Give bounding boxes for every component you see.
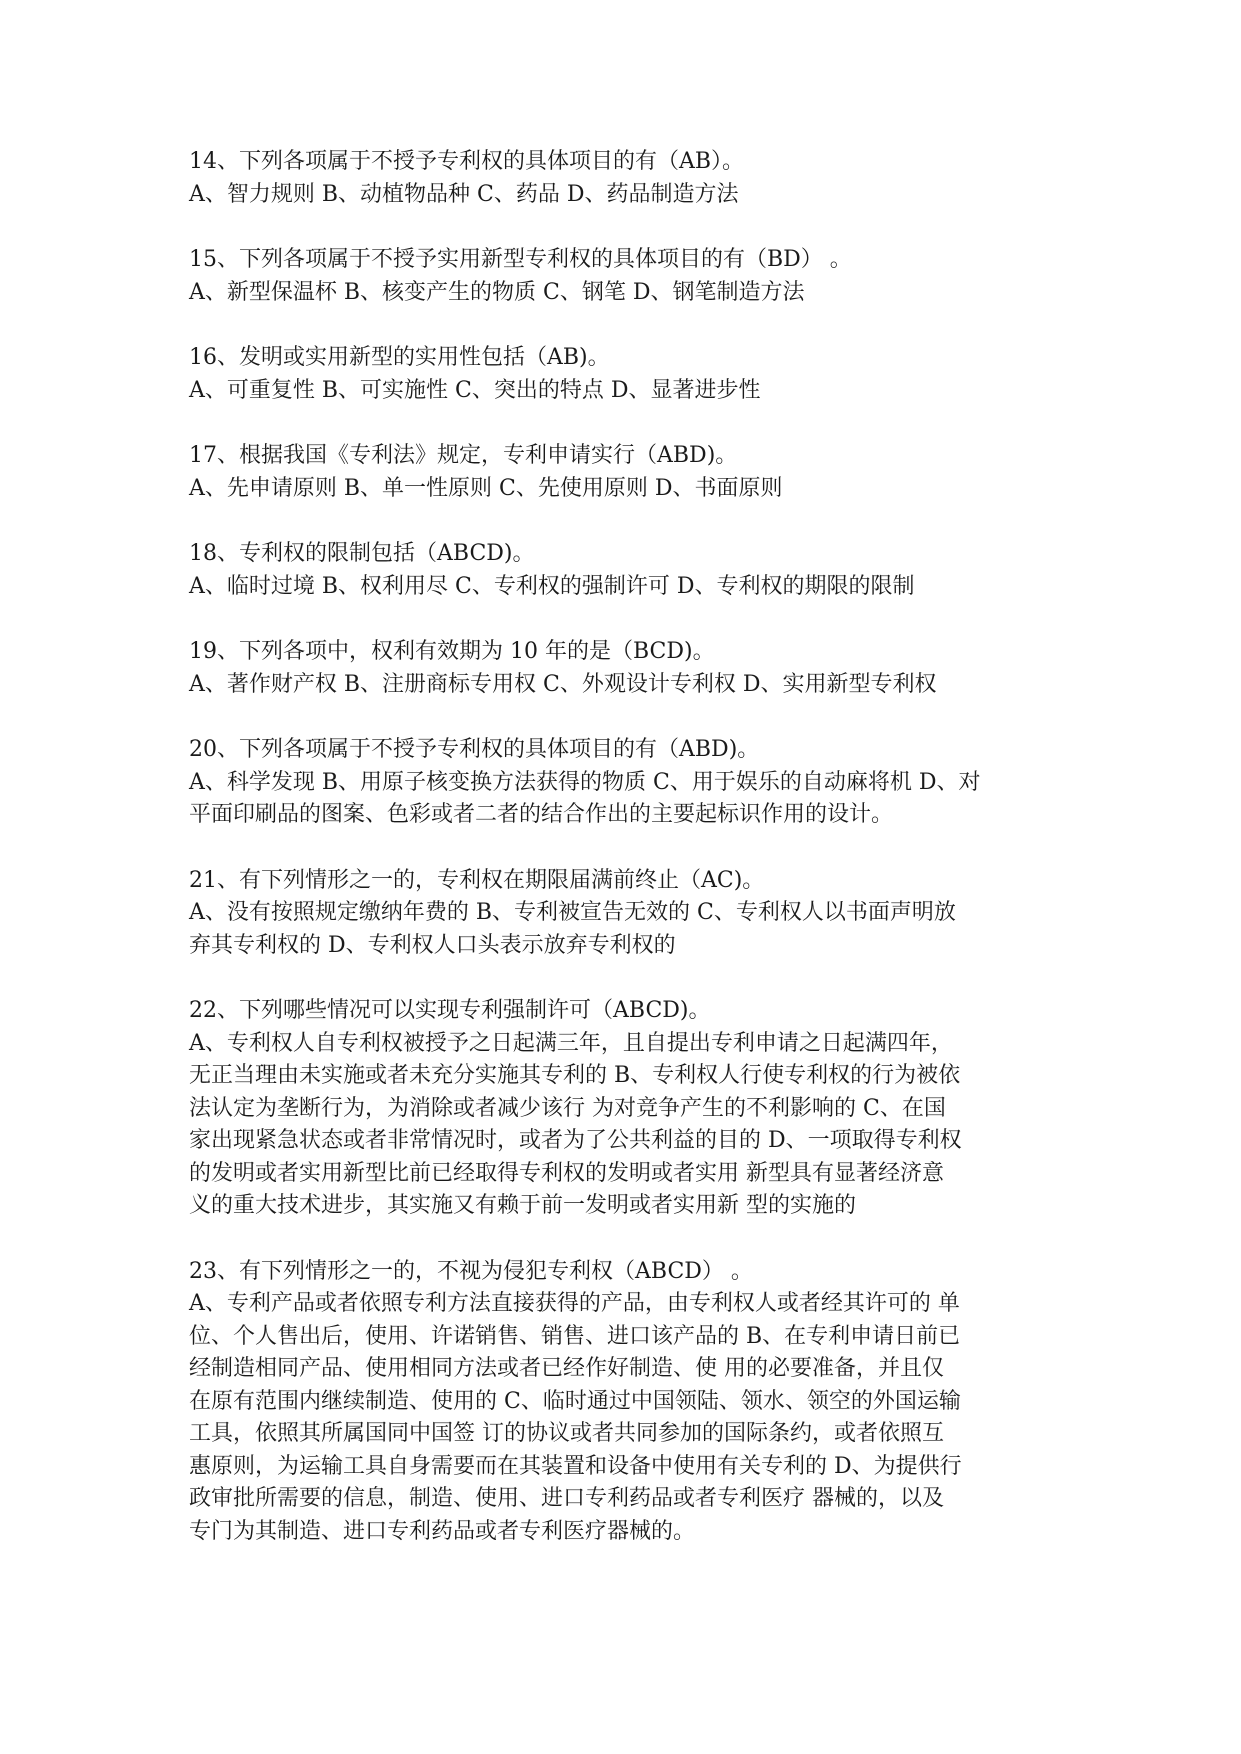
question-stem: 22、下列哪些情况可以实现专利强制许可（ABCD)。 xyxy=(189,998,711,1023)
question-stem: 18、专利权的限制包括（ABCD)。 xyxy=(189,541,535,566)
question-options: 无正当理由未实施或者未充分实施其专利的 B、专利权人行使专利权的行为被依 xyxy=(189,1063,961,1088)
question-item xyxy=(189,995,1069,1223)
question-item xyxy=(189,146,1069,211)
question-options: A、新型保温杯 B、核变产生的物质 C、钢笔 D、钢笔制造方法 xyxy=(189,279,805,305)
question-options: A、著作财产权 B、注册商标专用权 C、外观设计专利权 D、实用新型专利权 xyxy=(189,671,937,697)
question-options: A、智力规则 B、动植物品种 C、药品 D、药品制造方法 xyxy=(189,181,739,207)
question-item xyxy=(189,342,1069,407)
question-options: 在原有范围内继续制造、使用的 C、临时通过中国领陆、领水、领空的外国运输 xyxy=(189,1388,961,1414)
question-item xyxy=(189,538,1069,603)
question-options: A、专利产品或者依照专利方法直接获得的产品，由专利权人或者经其许可的 单 xyxy=(189,1291,960,1316)
question-options: 家出现紧急状态或者非常情况时，或者为了公共利益的目的 D、一项取得专利权 xyxy=(189,1128,962,1153)
question-item xyxy=(189,734,1069,832)
question-list xyxy=(189,146,1069,1581)
question-options: A、科学发现 B、用原子核变换方法获得的物质 C、用于娱乐的自动麻将机 D、对 xyxy=(189,769,981,795)
question-stem: 20、下列各项属于不授予专利权的具体项目的有（ABD)。 xyxy=(189,737,760,762)
question-options: A、可重复性 B、可实施性 C、突出的特点 D、显著进步性 xyxy=(189,377,761,403)
question-options: A、没有按照规定缴纳年费的 B、专利被宣告无效的 C、专利权人以书面声明放 xyxy=(189,900,956,925)
question-options: A、先申请原则 B、单一性原则 C、先使用原则 D、书面原则 xyxy=(189,475,783,501)
question-options: 专门为其制造、进口专利药品或者专利医疗器械的。 xyxy=(189,1518,696,1544)
question-options: 法认定为垄断行为，为消除或者减少该行 为对竞争产生的不利影响的 C、在国 xyxy=(189,1095,946,1121)
question-options: 义的重大技术进步，其实施又有赖于前一发明或者实用新 型的实施的 xyxy=(189,1193,856,1218)
question-item xyxy=(189,865,1069,963)
question-stem: 15、下列各项属于不授予实用新型专利权的具体项目的有（BD） 。 xyxy=(189,247,852,272)
question-options: 工具，依照其所属国同中国签 订的协议或者共同参加的国际条约，或者依照互 xyxy=(189,1421,944,1446)
question-stem: 17、根据我国《专利法》规定，专利申请实行（ABD)。 xyxy=(189,443,738,468)
question-options: 弃其专利权的 D、专利权人口头表示放弃专利权的 xyxy=(189,932,676,958)
question-item xyxy=(189,244,1069,309)
question-item xyxy=(189,636,1069,701)
question-options: 平面印刷品的图案、色彩或者二者的结合作出的主要起标识作用的设计。 xyxy=(189,802,894,827)
question-options: 位、个人售出后，使用、许诺销售、销售、进口该产品的 B、在专利申请日前已 xyxy=(189,1323,961,1349)
question-options: A、专利权人自专利权被授予之日起满三年，且自提出专利申请之日起满四年， xyxy=(189,1030,953,1056)
question-options: 经制造相同产品、使用相同方法或者已经作好制造、使 用的必要准备，并且仅 xyxy=(189,1356,944,1381)
question-options: 惠原则，为运输工具自身需要而在其装置和设备中使用有关专利的 D、为提供行 xyxy=(189,1453,962,1479)
question-stem: 21、有下列情形之一的，专利权在期限届满前终止（AC)。 xyxy=(189,867,765,893)
question-stem: 14、下列各项属于不授予专利权的具体项目的有（AB）。 xyxy=(189,149,745,174)
question-stem: 23、有下列情形之一的，不视为侵犯专利权（ABCD） 。 xyxy=(189,1258,753,1284)
question-stem: 16、发明或实用新型的实用性包括（AB)。 xyxy=(189,345,610,370)
question-item xyxy=(189,1256,1069,1549)
question-options: 的发明或者实用新型比前已经取得专利权的发明或者实用 新型具有显著经济意 xyxy=(189,1160,944,1186)
question-stem: 19、下列各项中，权利有效期为 10 年的是（BCD)。 xyxy=(189,639,715,664)
question-options: 政审批所需要的信息，制造、使用、进口专利药品或者专利医疗 器械的，以及 xyxy=(189,1486,944,1511)
question-options: A、临时过境 B、权利用尽 C、专利权的强制许可 D、专利权的期限的限制 xyxy=(189,573,915,599)
question-item xyxy=(189,440,1069,505)
